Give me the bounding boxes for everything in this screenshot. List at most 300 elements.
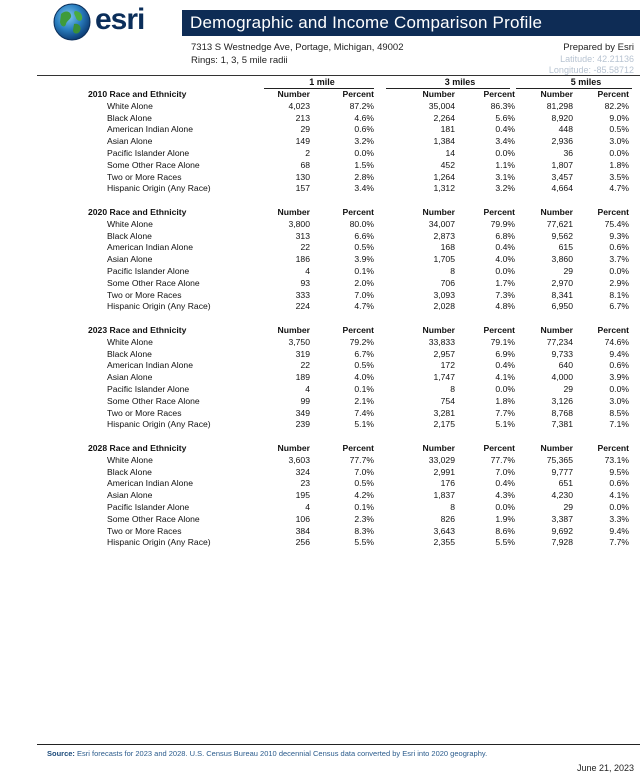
number-cell: 3,126 xyxy=(551,395,573,406)
column-header: Number xyxy=(540,443,573,453)
percent-cell: 0.0% xyxy=(609,501,629,512)
percent-cell: 5.6% xyxy=(495,112,515,123)
section-title: 2028 Race and Ethnicity xyxy=(88,443,187,453)
percent-cell: 0.5% xyxy=(354,360,374,371)
number-cell: 189 xyxy=(295,372,310,383)
row-label: Hispanic Origin (Any Race) xyxy=(107,301,211,312)
percent-cell: 74.6% xyxy=(604,336,629,347)
percent-cell: 0.6% xyxy=(609,478,629,489)
percent-cell: 3.2% xyxy=(495,183,515,194)
number-cell: 9,692 xyxy=(551,525,573,536)
percent-cell: 79.1% xyxy=(490,336,515,347)
report-date: June 21, 2023 xyxy=(576,763,634,773)
percent-cell: 5.1% xyxy=(495,419,515,430)
column-header: Percent xyxy=(597,89,629,99)
percent-cell: 4.1% xyxy=(495,372,515,383)
number-cell: 3,643 xyxy=(433,525,455,536)
number-cell: 106 xyxy=(295,513,310,524)
number-cell: 8 xyxy=(450,501,455,512)
column-header: Percent xyxy=(483,207,515,217)
number-cell: 35,004 xyxy=(428,100,455,111)
number-cell: 77,234 xyxy=(546,336,573,347)
percent-cell: 4.6% xyxy=(354,112,374,123)
percent-cell: 7.4% xyxy=(354,407,374,418)
percent-cell: 1.7% xyxy=(495,277,515,288)
percent-cell: 3.4% xyxy=(354,183,374,194)
number-cell: 224 xyxy=(295,301,310,312)
number-cell: 1,264 xyxy=(433,171,455,182)
column-header: Percent xyxy=(483,325,515,335)
number-cell: 1,384 xyxy=(433,136,455,147)
number-cell: 6,950 xyxy=(551,301,573,312)
row-label: Black Alone xyxy=(107,230,152,241)
table-row xyxy=(37,349,637,361)
percent-cell: 0.6% xyxy=(354,124,374,135)
number-cell: 29 xyxy=(300,124,310,135)
percent-cell: 0.4% xyxy=(495,478,515,489)
percent-cell: 9.3% xyxy=(609,230,629,241)
column-header: Number xyxy=(277,325,310,335)
number-cell: 68 xyxy=(300,159,310,170)
row-label: Pacific Islander Alone xyxy=(107,501,190,512)
row-label: American Indian Alone xyxy=(107,124,193,135)
percent-cell: 0.1% xyxy=(354,265,374,276)
percent-cell: 2.8% xyxy=(354,171,374,182)
source-text: Esri forecasts for 2023 and 2028. U.S. Census Bureau 2010 decennial Census data converted by Esri into 2020 geography. xyxy=(77,749,488,758)
row-label: Some Other Race Alone xyxy=(107,277,200,288)
percent-cell: 9.4% xyxy=(609,348,629,359)
number-cell: 213 xyxy=(295,112,310,123)
number-cell: 34,007 xyxy=(428,218,455,229)
number-cell: 3,281 xyxy=(433,407,455,418)
column-header: Percent xyxy=(483,89,515,99)
percent-cell: 87.2% xyxy=(349,100,374,111)
percent-cell: 4.1% xyxy=(609,490,629,501)
row-label: Asian Alone xyxy=(107,490,153,501)
row-label: Black Alone xyxy=(107,348,152,359)
number-cell: 2 xyxy=(305,147,310,158)
number-cell: 2,264 xyxy=(433,112,455,123)
row-label: American Indian Alone xyxy=(107,478,193,489)
table-row xyxy=(37,160,637,172)
row-label: Black Alone xyxy=(107,466,152,477)
number-cell: 3,457 xyxy=(551,171,573,182)
number-cell: 172 xyxy=(440,360,455,371)
number-cell: 149 xyxy=(295,136,310,147)
percent-cell: 5.5% xyxy=(354,537,374,548)
number-cell: 93 xyxy=(300,277,310,288)
number-cell: 2,028 xyxy=(433,301,455,312)
table-row xyxy=(37,254,637,266)
number-cell: 615 xyxy=(558,242,573,253)
number-cell: 1,807 xyxy=(551,159,573,170)
section-1 xyxy=(37,207,637,313)
section-header xyxy=(37,89,637,101)
column-header: Percent xyxy=(483,443,515,453)
percent-cell: 3.5% xyxy=(609,171,629,182)
percent-cell: 7.1% xyxy=(609,419,629,430)
number-cell: 8 xyxy=(450,265,455,276)
number-cell: 9,562 xyxy=(551,230,573,241)
percent-cell: 3.1% xyxy=(495,171,515,182)
percent-cell: 6.7% xyxy=(609,301,629,312)
latitude: Latitude: 42.21136 xyxy=(560,54,634,64)
number-cell: 8,920 xyxy=(551,112,573,123)
column-header: Percent xyxy=(342,207,374,217)
table-row xyxy=(37,301,637,313)
number-cell: 81,298 xyxy=(546,100,573,111)
percent-cell: 7.7% xyxy=(609,537,629,548)
column-header: Number xyxy=(422,207,455,217)
column-header: Number xyxy=(422,89,455,99)
number-cell: 1,705 xyxy=(433,254,455,265)
number-cell: 640 xyxy=(558,360,573,371)
row-label: Two or More Races xyxy=(107,525,182,536)
percent-cell: 3.3% xyxy=(609,513,629,524)
table-row xyxy=(37,231,637,243)
number-cell: 2,936 xyxy=(551,136,573,147)
percent-cell: 0.6% xyxy=(609,242,629,253)
row-label: Some Other Race Alone xyxy=(107,159,200,170)
percent-cell: 8.6% xyxy=(495,525,515,536)
number-cell: 33,833 xyxy=(428,336,455,347)
number-cell: 2,970 xyxy=(551,277,573,288)
percent-cell: 2.0% xyxy=(354,277,374,288)
number-cell: 181 xyxy=(440,124,455,135)
percent-cell: 7.3% xyxy=(495,289,515,300)
number-cell: 826 xyxy=(440,513,455,524)
prepared-by: Prepared by Esri xyxy=(563,42,634,53)
percent-cell: 4.0% xyxy=(495,254,515,265)
number-cell: 452 xyxy=(440,159,455,170)
number-cell: 256 xyxy=(295,537,310,548)
row-label: Hispanic Origin (Any Race) xyxy=(107,537,211,548)
column-header: Number xyxy=(540,207,573,217)
column-header: Percent xyxy=(342,89,374,99)
percent-cell: 3.7% xyxy=(609,254,629,265)
number-cell: 2,991 xyxy=(433,466,455,477)
column-header: Percent xyxy=(342,443,374,453)
row-label: Asian Alone xyxy=(107,136,153,147)
table-row xyxy=(37,408,637,420)
percent-cell: 0.0% xyxy=(495,383,515,394)
percent-cell: 1.9% xyxy=(495,513,515,524)
percent-cell: 3.2% xyxy=(354,136,374,147)
source-note xyxy=(47,749,487,758)
number-cell: 349 xyxy=(295,407,310,418)
percent-cell: 0.0% xyxy=(495,265,515,276)
number-cell: 651 xyxy=(558,478,573,489)
table-row xyxy=(37,290,637,302)
percent-cell: 0.6% xyxy=(609,360,629,371)
esri-logo xyxy=(52,2,144,42)
number-cell: 4,664 xyxy=(551,183,573,194)
number-cell: 99 xyxy=(300,395,310,406)
table-row xyxy=(37,266,637,278)
percent-cell: 3.9% xyxy=(609,372,629,383)
number-cell: 75,365 xyxy=(546,454,573,465)
percent-cell: 82.2% xyxy=(604,100,629,111)
number-cell: 186 xyxy=(295,254,310,265)
number-cell: 195 xyxy=(295,490,310,501)
globe-icon xyxy=(52,2,92,42)
table-row xyxy=(37,219,637,231)
percent-cell: 79.2% xyxy=(349,336,374,347)
percent-cell: 2.3% xyxy=(354,513,374,524)
source-label: Source: xyxy=(47,749,75,758)
site-address: 7313 S Westnedge Ave, Portage, Michigan, 49002 xyxy=(191,42,404,53)
table-row xyxy=(37,537,637,549)
percent-cell: 4.2% xyxy=(354,490,374,501)
percent-cell: 75.4% xyxy=(604,218,629,229)
column-header: Number xyxy=(540,325,573,335)
percent-cell: 7.0% xyxy=(354,289,374,300)
row-label: Two or More Races xyxy=(107,171,182,182)
number-cell: 3,093 xyxy=(433,289,455,300)
table-row xyxy=(37,526,637,538)
row-label: Hispanic Origin (Any Race) xyxy=(107,183,211,194)
table-row xyxy=(37,396,637,408)
table-row xyxy=(37,502,637,514)
number-cell: 8,341 xyxy=(551,289,573,300)
table-row xyxy=(37,101,637,113)
row-label: Two or More Races xyxy=(107,407,182,418)
section-3 xyxy=(37,443,637,549)
number-cell: 9,733 xyxy=(551,348,573,359)
row-label: American Indian Alone xyxy=(107,360,193,371)
table-row xyxy=(37,384,637,396)
row-label: Asian Alone xyxy=(107,254,153,265)
section-header xyxy=(37,443,637,455)
percent-cell: 0.5% xyxy=(354,242,374,253)
number-cell: 22 xyxy=(300,360,310,371)
column-header: Percent xyxy=(597,325,629,335)
column-header: Number xyxy=(277,89,310,99)
number-cell: 36 xyxy=(563,147,573,158)
row-label: Pacific Islander Alone xyxy=(107,265,190,276)
number-cell: 2,175 xyxy=(433,419,455,430)
percent-cell: 9.4% xyxy=(609,525,629,536)
number-cell: 4,000 xyxy=(551,372,573,383)
number-cell: 239 xyxy=(295,419,310,430)
percent-cell: 80.0% xyxy=(349,218,374,229)
row-label: Pacific Islander Alone xyxy=(107,147,190,158)
percent-cell: 5.1% xyxy=(354,419,374,430)
number-cell: 4,023 xyxy=(288,100,310,111)
number-cell: 157 xyxy=(295,183,310,194)
percent-cell: 8.1% xyxy=(609,289,629,300)
section-0 xyxy=(37,89,637,195)
percent-cell: 1.1% xyxy=(495,159,515,170)
number-cell: 8,768 xyxy=(551,407,573,418)
number-cell: 384 xyxy=(295,525,310,536)
percent-cell: 77.7% xyxy=(490,454,515,465)
number-cell: 706 xyxy=(440,277,455,288)
ring-header-3: 3 miles xyxy=(444,77,476,87)
percent-cell: 0.0% xyxy=(609,383,629,394)
number-cell: 176 xyxy=(440,478,455,489)
percent-cell: 6.9% xyxy=(495,348,515,359)
ring-header-1: 1 mile xyxy=(309,77,335,87)
section-title: 2023 Race and Ethnicity xyxy=(88,325,187,335)
percent-cell: 8.5% xyxy=(609,407,629,418)
percent-cell: 7.7% xyxy=(495,407,515,418)
section-2 xyxy=(37,325,637,431)
ring-description: Rings: 1, 3, 5 mile radii xyxy=(191,55,288,66)
row-label: Some Other Race Alone xyxy=(107,395,200,406)
number-cell: 168 xyxy=(440,242,455,253)
number-cell: 754 xyxy=(440,395,455,406)
table-row xyxy=(37,337,637,349)
column-header: Number xyxy=(277,207,310,217)
table-row xyxy=(37,514,637,526)
table-row xyxy=(37,478,637,490)
number-cell: 324 xyxy=(295,466,310,477)
section-header xyxy=(37,207,637,219)
number-cell: 8 xyxy=(450,383,455,394)
percent-cell: 1.5% xyxy=(354,159,374,170)
number-cell: 130 xyxy=(295,171,310,182)
column-header: Number xyxy=(422,325,455,335)
number-cell: 3,860 xyxy=(551,254,573,265)
number-cell: 3,387 xyxy=(551,513,573,524)
percent-cell: 0.4% xyxy=(495,242,515,253)
percent-cell: 1.8% xyxy=(495,395,515,406)
percent-cell: 3.0% xyxy=(609,136,629,147)
number-cell: 4 xyxy=(305,383,310,394)
percent-cell: 79.9% xyxy=(490,218,515,229)
row-label: Two or More Races xyxy=(107,289,182,300)
number-cell: 1,312 xyxy=(433,183,455,194)
section-title: 2010 Race and Ethnicity xyxy=(88,89,187,99)
percent-cell: 0.1% xyxy=(354,501,374,512)
number-cell: 4 xyxy=(305,265,310,276)
row-label: White Alone xyxy=(107,100,153,111)
percent-cell: 0.0% xyxy=(609,265,629,276)
column-header: Number xyxy=(422,443,455,453)
number-cell: 3,800 xyxy=(288,218,310,229)
percent-cell: 7.0% xyxy=(354,466,374,477)
percent-cell: 0.5% xyxy=(354,478,374,489)
row-label: White Alone xyxy=(107,454,153,465)
table-row xyxy=(37,124,637,136)
percent-cell: 1.8% xyxy=(609,159,629,170)
percent-cell: 0.0% xyxy=(495,147,515,158)
percent-cell: 2.1% xyxy=(354,395,374,406)
number-cell: 7,928 xyxy=(551,537,573,548)
percent-cell: 6.6% xyxy=(354,230,374,241)
number-cell: 1,837 xyxy=(433,490,455,501)
table-row xyxy=(37,490,637,502)
header-divider xyxy=(37,75,640,76)
number-cell: 22 xyxy=(300,242,310,253)
number-cell: 4 xyxy=(305,501,310,512)
table-row xyxy=(37,455,637,467)
percent-cell: 86.3% xyxy=(490,100,515,111)
longitude: Longitude: -85.58712 xyxy=(548,65,634,75)
row-label: American Indian Alone xyxy=(107,242,193,253)
percent-cell: 0.0% xyxy=(609,147,629,158)
table-row xyxy=(37,113,637,125)
ring-header-5: 5 miles xyxy=(570,77,602,87)
percent-cell: 0.1% xyxy=(354,383,374,394)
footer-divider xyxy=(37,744,640,745)
percent-cell: 3.9% xyxy=(354,254,374,265)
number-cell: 313 xyxy=(295,230,310,241)
percent-cell: 4.0% xyxy=(354,372,374,383)
number-cell: 7,381 xyxy=(551,419,573,430)
number-cell: 29 xyxy=(563,383,573,394)
number-cell: 2,355 xyxy=(433,537,455,548)
table-row xyxy=(37,148,637,160)
percent-cell: 9.0% xyxy=(609,112,629,123)
percent-cell: 5.5% xyxy=(495,537,515,548)
percent-cell: 8.3% xyxy=(354,525,374,536)
number-cell: 77,621 xyxy=(546,218,573,229)
table-row xyxy=(37,183,637,195)
percent-cell: 4.7% xyxy=(609,183,629,194)
section-title: 2020 Race and Ethnicity xyxy=(88,207,187,217)
percent-cell: 7.0% xyxy=(495,466,515,477)
logo-wordmark: esri xyxy=(95,3,145,36)
row-label: White Alone xyxy=(107,218,153,229)
row-label: Pacific Islander Alone xyxy=(107,383,190,394)
number-cell: 33,029 xyxy=(428,454,455,465)
row-label: White Alone xyxy=(107,336,153,347)
number-cell: 3,603 xyxy=(288,454,310,465)
percent-cell: 4.8% xyxy=(495,301,515,312)
section-header xyxy=(37,325,637,337)
table-row xyxy=(37,360,637,372)
number-cell: 333 xyxy=(295,289,310,300)
report-title: Demographic and Income Comparison Profile xyxy=(182,10,640,36)
column-header: Percent xyxy=(597,207,629,217)
row-label: Asian Alone xyxy=(107,372,153,383)
number-cell: 3,750 xyxy=(288,336,310,347)
column-header: Percent xyxy=(342,325,374,335)
table-row xyxy=(37,136,637,148)
percent-cell: 4.7% xyxy=(354,301,374,312)
table-row xyxy=(37,467,637,479)
column-header: Number xyxy=(540,89,573,99)
percent-cell: 3.0% xyxy=(609,395,629,406)
percent-cell: 77.7% xyxy=(349,454,374,465)
number-cell: 29 xyxy=(563,265,573,276)
percent-cell: 6.7% xyxy=(354,348,374,359)
column-header: Percent xyxy=(597,443,629,453)
table-row xyxy=(37,372,637,384)
percent-cell: 73.1% xyxy=(604,454,629,465)
number-cell: 4,230 xyxy=(551,490,573,501)
number-cell: 448 xyxy=(558,124,573,135)
percent-cell: 2.9% xyxy=(609,277,629,288)
coordinates xyxy=(549,54,634,76)
percent-cell: 0.0% xyxy=(354,147,374,158)
row-label: Some Other Race Alone xyxy=(107,513,200,524)
percent-cell: 4.3% xyxy=(495,490,515,501)
number-cell: 29 xyxy=(563,501,573,512)
number-cell: 2,873 xyxy=(433,230,455,241)
percent-cell: 6.8% xyxy=(495,230,515,241)
row-label: Hispanic Origin (Any Race) xyxy=(107,419,211,430)
number-cell: 14 xyxy=(445,147,455,158)
number-cell: 23 xyxy=(300,478,310,489)
row-label: Black Alone xyxy=(107,112,152,123)
percent-cell: 0.0% xyxy=(495,501,515,512)
number-cell: 2,957 xyxy=(433,348,455,359)
table-row xyxy=(37,419,637,431)
percent-cell: 0.4% xyxy=(495,124,515,135)
